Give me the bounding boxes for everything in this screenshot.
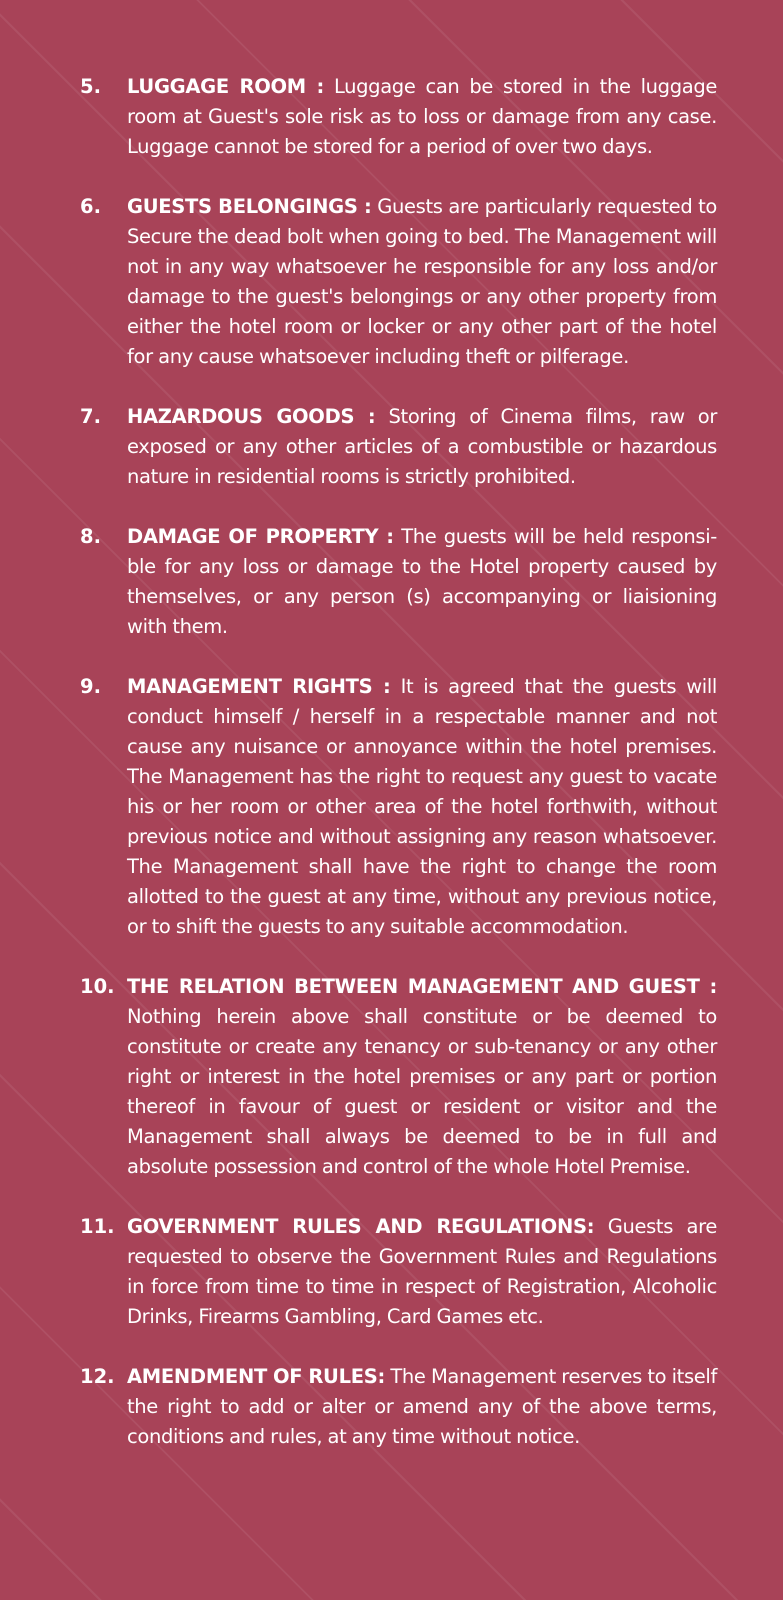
rule-number: 9.	[80, 675, 101, 698]
rule-text	[127, 72, 717, 162]
rule-number: 11.	[80, 1215, 115, 1238]
rule-text	[127, 1212, 717, 1332]
rule-heading: GOVERNMENT RULES AND REGULATIONS:	[127, 1215, 595, 1238]
rule-text	[127, 402, 717, 492]
rule-number: 7.	[80, 405, 101, 428]
rule-12-amendment-of-rules	[80, 1362, 717, 1452]
rule-body: The guests will be held responsi-ble for any loss or damage to the Hotel property caused by themselves, or any person (s) accompanying or liaisioning with them.	[127, 525, 717, 638]
rule-text	[127, 972, 717, 1182]
rule-heading: THE RELATION BETWEEN MANAGEMENT AND GUEST :	[127, 975, 717, 998]
rule-body: Luggage can be stored in the luggage room at Guest's sole risk as to loss or damage from any case. Luggage cannot be stored for a period of over two days.	[127, 75, 718, 158]
rule-body: The Management reserves to itself the right to add or alter or amend any of the above terms, conditions and rules, at any time without notice.	[127, 1365, 717, 1448]
rule-heading: DAMAGE OF PROPERTY :	[127, 525, 394, 548]
rule-7-hazardous-goods	[80, 402, 717, 492]
rule-heading: LUGGAGE ROOM :	[127, 75, 324, 98]
rule-10-relation-management-guest	[80, 972, 717, 1182]
rule-heading: MANAGEMENT RIGHTS :	[127, 675, 391, 698]
rule-11-government-rules	[80, 1212, 717, 1332]
rule-body: It is agreed that the guests will conduct himself / herself in a respectable manner and not cause any nuisance or annoyance within the hotel premises. The Management has the right to request any guest to vacate his or her room or other area of the hotel forthwith, without previous notice and without assigning any reason whatsoever. The Management shall have the right to change the room allotted to the guest at any time, without any previous notice, or to shift the guests to any suitable accommodation.	[127, 675, 717, 938]
rule-body: Nothing herein above shall constitute or be deemed to constitute or create any tenancy or sub-tenancy or any other right or interest in the hotel premises or any part or portion thereof in favour of guest or resident or visitor and the Management shall always be deemed to be in full and absolute possession and control of the whole Hotel Premise.	[127, 1005, 717, 1178]
rule-8-damage-of-property	[80, 522, 717, 642]
rule-9-management-rights	[80, 672, 717, 942]
hotel-rules-list	[80, 72, 717, 1482]
rule-number: 12.	[80, 1365, 115, 1388]
rule-text	[127, 522, 717, 642]
rule-heading: GUESTS BELONGINGS :	[127, 195, 372, 218]
rule-number: 5.	[80, 75, 101, 98]
rule-number: 8.	[80, 525, 101, 548]
rule-number: 10.	[80, 975, 115, 998]
rule-text	[127, 192, 717, 372]
rule-6-guests-belongings	[80, 192, 717, 372]
rule-text	[127, 1362, 717, 1452]
rule-body: Storing of Cinema films, raw or exposed or any other articles of a combustible or hazardous nature in residential rooms is strictly prohibited.	[127, 405, 717, 488]
rule-heading: HAZARDOUS GOODS :	[127, 405, 376, 428]
rule-body: Guests are particularly requested to Secure the dead bolt when going to bed. The Management will not in any way whatsoever he responsible for any loss and/or damage to the guest's belongings or any other property from either the hotel room or locker or any other part of the hotel for any cause whatsoever including theft or pilferage.	[127, 195, 717, 368]
rule-number: 6.	[80, 195, 101, 218]
rule-5-luggage-room	[80, 72, 717, 162]
rule-text	[127, 672, 717, 942]
rule-body: Guests are requested to observe the Government Rules and Regulations in force from time to time in respect of Registration, Alcoholic Drinks, Firearms Gambling, Card Games etc.	[127, 1215, 717, 1328]
rule-heading: AMENDMENT OF RULES:	[127, 1365, 385, 1388]
